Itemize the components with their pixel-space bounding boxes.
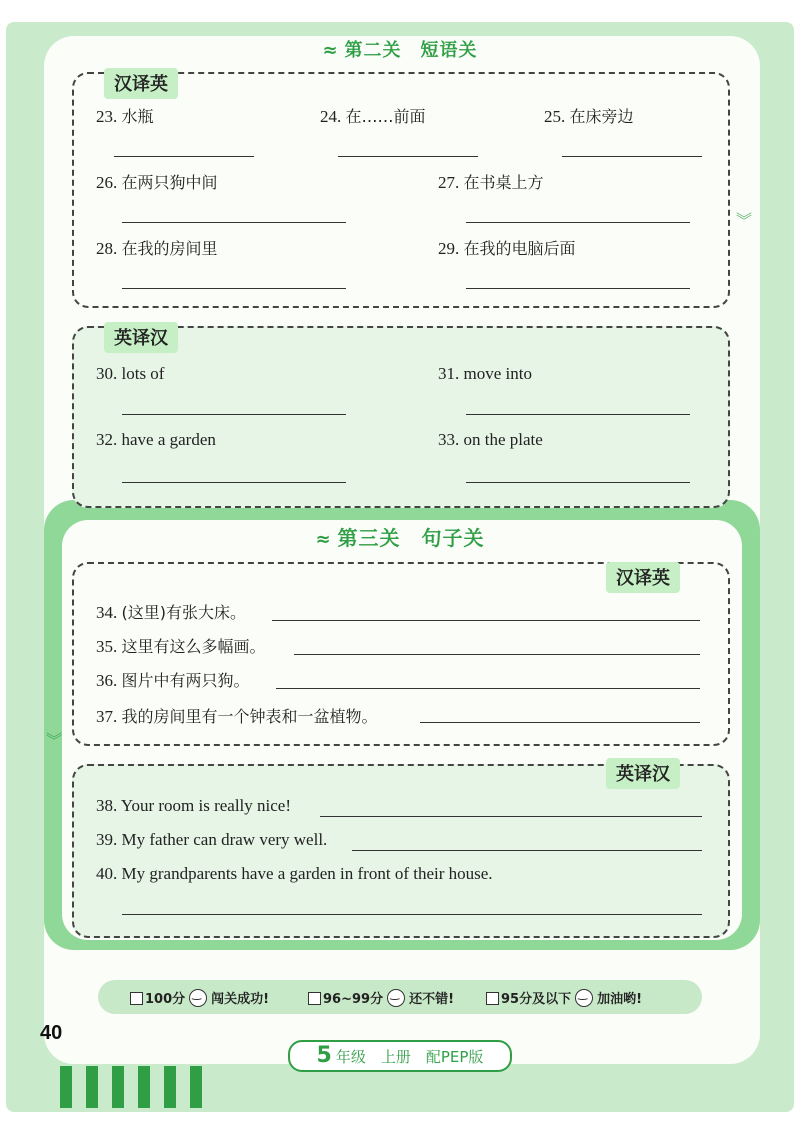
answer-line-25[interactable] (562, 156, 702, 157)
question-35: 35. 这里有这么多幅画。 (96, 637, 266, 656)
question-38: 38. Your room is really nice! (96, 796, 292, 815)
chevron-down-icon: ︾ (736, 211, 753, 230)
section3-title: ≈ 第三关 句子关 (315, 526, 485, 550)
question-28: 28. 在我的房间里 (96, 239, 218, 258)
answer-line-29[interactable] (466, 288, 690, 289)
score-option-3: 95分及以下‿ 加油哟! (486, 988, 642, 1007)
sentence-en-cn-box (72, 764, 730, 938)
checkbox[interactable] (130, 992, 143, 1005)
question-36: 36. 图片中有两只狗。 (96, 671, 250, 690)
checkbox[interactable] (308, 992, 321, 1005)
answer-line-30[interactable] (122, 414, 346, 415)
question-32: 32. have a garden (96, 430, 216, 449)
question-33: 33. on the plate (438, 430, 543, 449)
question-25: 25. 在床旁边 (544, 107, 634, 126)
tag-en-cn: 英译汉 (104, 322, 178, 353)
question-37: 37. 我的房间里有一个钟表和一盆植物。 (96, 707, 378, 726)
question-30: 30. lots of (96, 364, 165, 383)
answer-line-37[interactable] (420, 722, 700, 723)
question-26: 26. 在两只狗中间 (96, 173, 218, 192)
cheer-face-icon (575, 989, 593, 1007)
question-29: 29. 在我的电脑后面 (438, 239, 576, 258)
answer-line-38[interactable] (320, 816, 702, 817)
smile-face-icon (387, 989, 405, 1007)
answer-line-35[interactable] (294, 654, 700, 655)
phrase-en-cn-box (72, 326, 730, 508)
tag-en-cn-sentences: 英译汉 (606, 758, 680, 789)
question-27: 27. 在书桌上方 (438, 173, 544, 192)
score-option-2: 96~99分‿ 还不错! (308, 988, 454, 1007)
question-31: 31. move into (438, 364, 532, 383)
score-option-1: 100分‿ 闯关成功! (130, 988, 269, 1007)
chevron-down-icon: ︾ (46, 731, 63, 750)
checkbox[interactable] (486, 992, 499, 1005)
page-number: 40 (40, 1022, 63, 1044)
answer-line-39[interactable] (352, 850, 702, 851)
answer-line-36[interactable] (276, 688, 700, 689)
decorative-stripes (60, 1066, 220, 1108)
question-34: 34. (这里)有张大床。 (96, 603, 246, 622)
question-40: 40. My grandparents have a garden in front of their house. (96, 864, 493, 883)
question-23: 23. 水瓶 (96, 107, 154, 126)
answer-line-34[interactable] (272, 620, 700, 621)
answer-line-26[interactable] (122, 222, 346, 223)
answer-line-27[interactable] (466, 222, 690, 223)
answer-line-40[interactable] (122, 914, 702, 915)
answer-line-31[interactable] (466, 414, 690, 415)
question-39: 39. My father can draw very well. (96, 830, 328, 849)
tag-cn-en: 汉译英 (104, 68, 178, 99)
question-24: 24. 在……前面 (320, 107, 426, 126)
wave-icon: ≈ (315, 529, 332, 550)
section2-title: ≈ 第二关 短语关 (322, 40, 478, 61)
answer-line-24[interactable] (338, 156, 478, 157)
answer-line-28[interactable] (122, 288, 346, 289)
grade-label: 5 年级 上册 配PEP版 (288, 1040, 512, 1072)
happy-face-icon (189, 989, 207, 1007)
tag-cn-en-sentences: 汉译英 (606, 562, 680, 593)
answer-line-33[interactable] (466, 482, 690, 483)
score-bar (98, 980, 702, 1014)
wave-icon: ≈ (322, 40, 339, 61)
answer-line-23[interactable] (114, 156, 254, 157)
answer-line-32[interactable] (122, 482, 346, 483)
